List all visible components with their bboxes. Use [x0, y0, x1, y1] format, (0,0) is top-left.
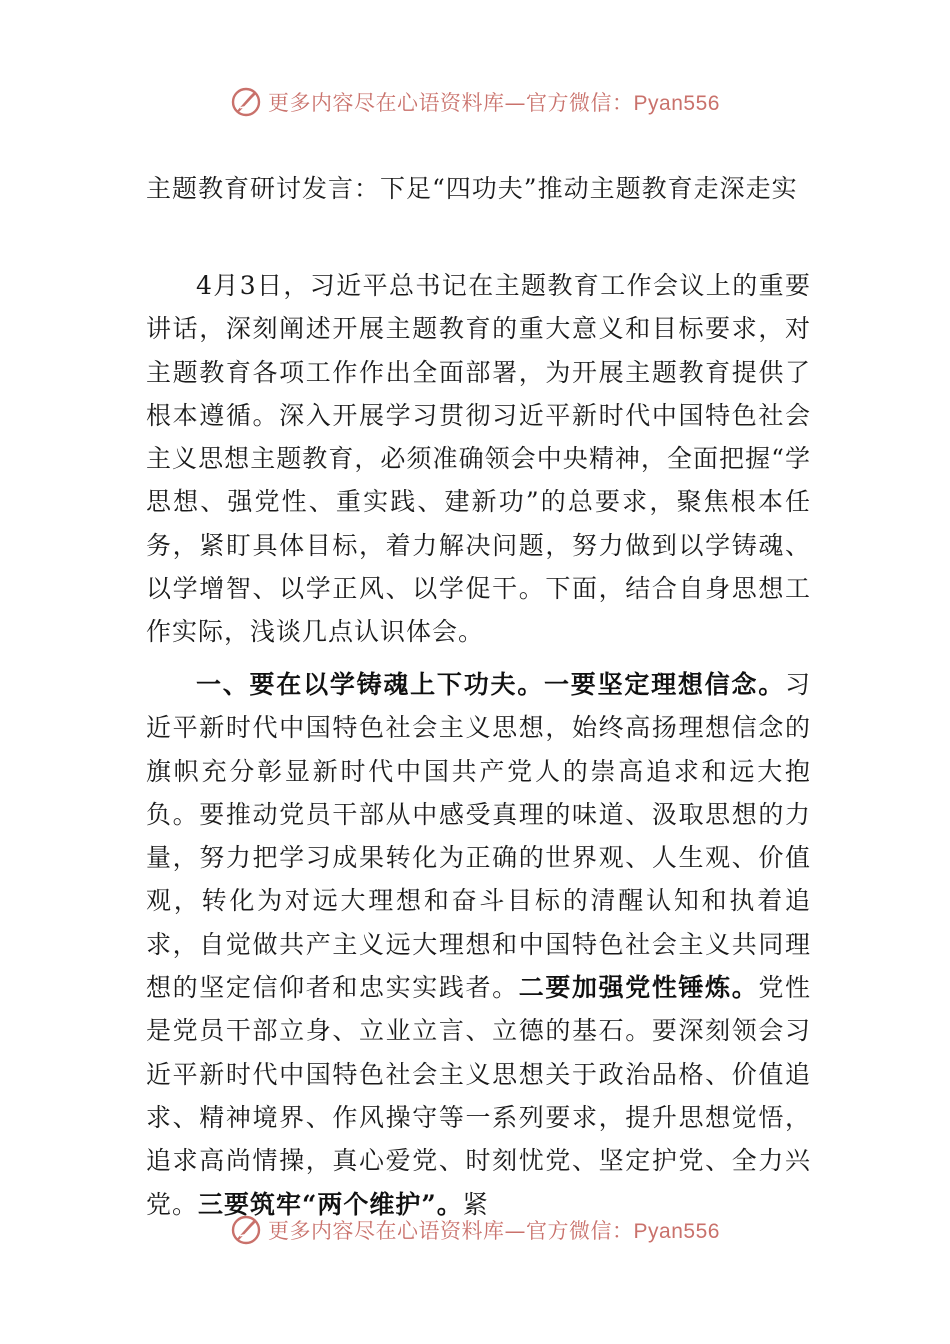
intro-paragraph: 4月3日，习近平总书记在主题教育工作会议上的重要讲话，深刻阐述开展主题教育的重大意义和目标要求，对主题教育各项工作作出全面部署，为开展主题教育提供了根本遵循。深入开展学习贯彻习近平新时代中国特色社会主义思想主题教育，必须准确领会中央精神，全面把握“学思想、强党性、重实践、建新功”的总要求，聚焦根本任务，紧盯具体目标，着力解决问题，努力做到以学铸魂、以学增智、以学正风、以学促干。下面，结合自身思想工作实际，浅谈几点认识体会。: [146, 271, 811, 647]
section-1-sub1-heading: 一要坚定理想信念。: [544, 670, 785, 699]
watermark-banner-bottom: [0, 1210, 950, 1250]
section-1-paragraph: [146, 663, 811, 1226]
section-1-heading: 一、要在以学铸魂上下功夫。: [196, 670, 545, 699]
watermark-text: 更多内容尽在心语资料库—官方微信：Pyan556: [268, 1219, 720, 1243]
document-title: 主题教育研讨发言：下足“四功夫”推动主题教育走深走实: [146, 174, 798, 203]
section-1-sub3-body: 紧: [462, 1189, 489, 1219]
section-1-sub2-heading: 二要加强党性锤炼。: [518, 973, 759, 1003]
section-1-sub3-heading: 三要筑牢“两个维护”。: [198, 1189, 463, 1219]
watermark-text: 更多内容尽在心语资料库—官方微信：Pyan556: [268, 91, 720, 115]
watermark-banner-top: [0, 82, 950, 122]
pen-logo-icon: [230, 1214, 262, 1246]
section-1-sub1-body: 习近平新时代中国特色社会主义思想，始终高扬理想信念的旗帜充分彰显新时代中国共产党人的崇高追求和远大抱负。要推动党员干部从中感受真理的味道、汲取思想的力量，努力把学习成果转化为正确的世界观、人生观、价值观，转化为对远大理想和奋斗目标的清醒认知和执着追求，自觉做共产主义远大理想和中国特色社会主义共同理想的坚定信仰者和忠实实践者。: [146, 670, 811, 1003]
pen-logo-icon: [230, 86, 262, 118]
section-1-sub2-body: 党性是党员干部立身、立业立言、立德的基石。要深刻领会习近平新时代中国特色社会主义思想关于政治品格、价值追求、精神境界、作风操守等一系列要求，提升思想觉悟，追求高尚情操，真心爱党、时刻忧党、坚定护党、全力兴党。: [146, 973, 811, 1219]
